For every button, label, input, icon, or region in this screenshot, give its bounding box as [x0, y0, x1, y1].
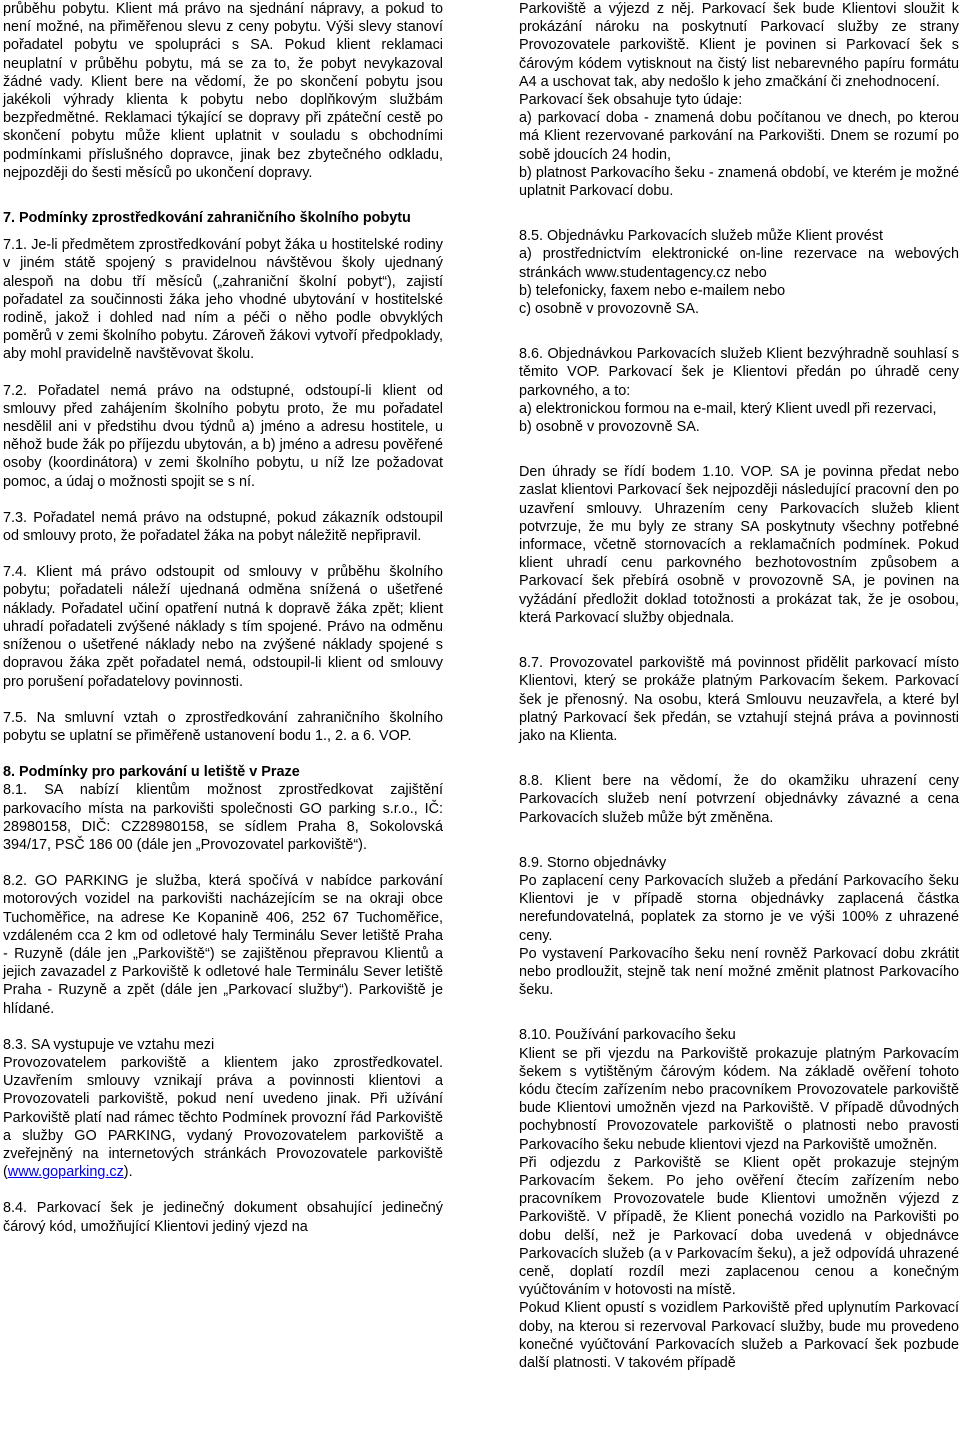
- paragraph-8-9-title: 8.9. Storno objednávky: [519, 854, 667, 871]
- paragraph-8-4-a: a) parkovací doba - znamená dobu počítanou ve dnech, po kterou má Klient rezervované parkování na Parkovišti. Dnem se rozumí po sobě jdoucích 24 hodin,: [519, 110, 959, 163]
- paragraph-7-4: 7.4. Klient má právo odstoupit od smlouvy v průběhu školního pobytu; pořadateli náleží ujednaná odměna snížená o ušetřené náklady. Pořadatel učiní opatření nutná k dopravě žáka zpět; klient uhradí pořadateli zvýšené náklady s tím spojené. Právo na odměnu sníženou o ušetřené náklady nebo na zvýšené náklady spojené s dopravou žáka zpět pořadatel nemá, odstoupil-li klient od smlouvy pro porušení pořadatelovy povinnosti.: [3, 564, 443, 690]
- paragraph-8-4-data: Parkovací šek obsahuje tyto údaje:: [519, 92, 743, 109]
- paragraph-8-10-b: Při odjezdu z Parkoviště se Klient opět prokazuje stejným Parkovacím šekem. Po jeho ověření čtecím zařízením nebo pracovníkem Provozovatele bude Klientovi umožněn výjezd z Parkoviště. V případě, že Klient ponechá vozidlo na Parkovišti po dobu delší, než je Parkovací doba uvedená v objednávce Parkovacích služeb (a v Parkovacím šeku), a jež odpovídá uhrazené ceně, doplatí rozdíl mezi zaplacenou cenou a konečným vyúčtováním v hotovosti na místě.: [519, 1154, 959, 1299]
- paragraph-8-10-c: Pokud Klient opustí s vozidlem Parkoviště před uplynutím Parkovací doby, na kterou si rezervoval Parkovací služby, bude mu provedeno konečné vyúčtování Parkovacích služeb a Parkovací šek pozbude další platnosti. V takovém případě: [519, 1300, 959, 1371]
- paragraph-7-2: 7.2. Pořadatel nemá právo na odstupné, odstoupí-li klient od smlouvy před zahájením školního pobytu proto, že mu pořadatel nesdělil ani v předstihu dvou týdnů a) jméno a adresu hostitele, u něhož bude žák po příjezdu ubytován, a b) jméno a adresu pověřené osoby (koordinátora) v zemi školního pobytu, u níž lze požadovat pomoc, a údaj o možnosti spojit se s ní.: [3, 382, 443, 490]
- paragraph-8-9-a: Po zaplacení ceny Parkovacích služeb a předání Parkovacího šeku Klientovi je v případě storna objednávky zaplacená částka nerefundovatelná, poplatek za storno je ve výši 100% z uhrazené ceny.: [519, 872, 959, 944]
- paragraph-8-5-c: c) osobně v provozovně SA.: [519, 301, 699, 318]
- goparking-link[interactable]: www.goparking.cz: [7, 1164, 124, 1181]
- paragraph-8-3-title: 8.3. SA vystupuje ve vztahu mezi: [3, 1036, 215, 1053]
- paragraph-7-3: 7.3. Pořadatel nemá právo na odstupné, pokud zákazník odstoupil od smlouvy proto, že pořadatel žáka na pobyt náležitě nepřipravil.: [3, 509, 443, 545]
- paragraph-8-6: 8.6. Objednávkou Parkovacích služeb Klient bezvýhradně souhlasí s těmito VOP. Parkovací šek je Klientovi předán po úhradě ceny parkovného, a to:: [519, 346, 959, 399]
- paragraph-8-5-b: b) telefonicky, faxem nebo e-mailem nebo: [519, 282, 786, 299]
- heading-section-8: 8. Podmínky pro parkování u letiště v Praze: [3, 764, 300, 781]
- paragraph-7-5: 7.5. Na smluvní vztah o zprostředkování zahraničního školního pobytu se uplatní se přiměřeně ustanovení bodu 1., 2. a 6. VOP.: [3, 709, 443, 744]
- paragraph-8-7: 8.7. Provozovatel parkoviště má povinnost přidělit parkovací místo Klientovi, který se prokáže platným Parkovacím šekem. Parkovací šek je přenosný. Na osobu, která Smlouvu neuzavřela, a které byl platný Parkovací šek předán, se vztahují stejná práva a povinnosti jako na Klienta.: [519, 655, 959, 744]
- paragraph-7-1: 7.1. Je-li předmětem zprostředkování pobyt žáka u hostitelské rodiny v jiném státě spojený s pravidelnou návštěvou školy ujednaný alespoň na dobu tří měsíců („zahraniční školní pobyt“), zajistí pořadatel za součinnosti žáka jeho vhodné ubytování v hostitelské rodině, jakož i dohled nad ním a péči o něho podle obvyklých poměrů v zemi školního pobytu. Zároveň žákovi vytvoří předpoklady, aby mohl pravidelně navštěvovat školu.: [3, 237, 443, 363]
- paragraph-8-9-b: Po vystavení Parkovacího šeku není rovněž Parkovací dobu zkrátit nebo prodloužit, stejně tak není možné změnit platnost Parkovacího šeku.: [519, 945, 959, 999]
- left-column: [3, 0, 443, 1236]
- right-column: [519, 0, 959, 1372]
- paragraph-8-5-a: a) prostřednictvím elektronické on-line rezervace na webových stránkách www.studentagency.cz nebo: [519, 246, 959, 281]
- heading-section-7: 7. Podmínky zprostředkování zahraničního školního pobytu: [3, 210, 411, 227]
- paragraph-8-10-a: Klient se při vjezdu na Parkoviště prokazuje platným Parkovacím šekem s vytištěným čárovým kódem. Na základě ověření tohoto kódu čtecím zařízením nebo pracovníkem Provozovatele parkoviště bude Klientovi umožněn vjezd na Parkoviště. V případě důvodných pochybností Provozovatele parkoviště o platnosti nebo pravosti Parkovacího šeku nebude klientovi vjezd na Parkoviště umožněn.: [519, 1045, 959, 1153]
- paragraph-8-3-end: ).: [123, 1164, 133, 1181]
- paragraph-8-8: 8.8. Klient bere na vědomí, že do okamžiku uhrazení ceny Parkovacích služeb není potvrzení objednávky závazné a cena Parkovacích služeb může být změněna.: [519, 773, 959, 826]
- paragraph-8-5: 8.5. Objednávku Parkovacích služeb může Klient provést: [519, 228, 883, 245]
- paragraph-8-4-b: b) platnost Parkovacího šeku - znamená období, ve kterém je možné uplatnit Parkovací dobu.: [519, 164, 959, 200]
- paragraph-8-3: [3, 1054, 443, 1181]
- paragraph-8-10-title: 8.10. Používání parkovacího šeku: [519, 1027, 736, 1044]
- paragraph-intro: průběhu pobytu. Klient má právo na sjednání nápravy, a pokud to není možné, na přiměřenou slevu z ceny pobytu. Výši slevy stanoví pořadatel pobytu ve spolupráci s SA. Pokud klient reklamaci neuplatní v průběhu pobytu, má se za to, že pobyt nevykazoval žádné vady. Klient bere na vědomí, že po skončení pobytu jsou jakékoli výhrady klienta k pobytu nebo doplňkovým službám bezpředmětné. Reklamaci týkající se dopravy při zpáteční cestě po skončení pobytu může klient uplatnit v souladu s obchodními podmínkami příslušného dopravce, jinak bez zbytečného odkladu, nejpozději do šesti měsíců po ukončení dopravy.: [3, 1, 443, 181]
- paragraph-8-1: 8.1. SA nabízí klientům možnost zprostředkovat zajištění parkovacího místa na parkovišti společnosti GO parking s.r.o., IČ: 28980158, DIČ: CZ28980158, se sídlem Praha 8, Sokolovská 394/17, PSČ 186 00 (dále jen „Provozovatel parkoviště“).: [3, 782, 443, 853]
- paragraph-8-2: 8.2. GO PARKING je služba, která spočívá v nabídce parkování motorových vozidel na parkovišti nacházejícím se na okraji obce Tuchoměřice, na adrese Ke Kopanině 406, 252 67 Tuchoměřice, vzdáleném cca 2 km od odletové haly Terminálu Sever letiště Praha - Ruzyně (dále jen „Parkoviště“) se zajištěnou přepravou Klientů a jejich zavazadel z Parkoviště k odletové hale Terminálu Sever letiště Praha - Ruzyně a zpět (dále jen „Parkovací služby“). Parkoviště je hlídané.: [3, 873, 443, 1017]
- paragraph-8-4-continued: Parkoviště a výjezd z něj. Parkovací šek bude Klientovi sloužit k prokázání nároku na poskytnutí Parkovací služby ze strany Provozovatele parkoviště. Klient je povinen si Parkovací šek s čárovým kódem vytisknout na čistý list nebarevného papíru formátu A4 a uschovat tak, aby nedošlo k jeho zmačkání či znehodnocení.: [519, 1, 959, 90]
- paragraph-8-6-a: a) elektronickou formou na e-mail, který Klient uvedl při rezervaci,: [519, 400, 937, 417]
- paragraph-8-6-b: b) osobně v provozovně SA.: [519, 419, 700, 436]
- paragraph-8-3-text: Provozovatelem parkoviště a klientem jako zprostředkovatel. Uzavřením smlouvy vznikají práva a povinnosti klientovi a Provozovateli parkoviště, pokud není uvedeno jinak. Při užívání Parkoviště platí nad rámec těchto Podmínek provozní řád Parkoviště a služby GO PARKING, vydaný Provozovatelem parkoviště a zveřejněný na internetových stránkách Provozovatele parkoviště (: [3, 1054, 443, 1181]
- paragraph-payment: Den úhrady se řídí bodem 1.10. VOP. SA je povinna předat nebo zaslat klientovi Parkovací šek nejpozději následující pracovní den po uzavření smlouvy. Uhrazením ceny Parkovacích služeb klient potvrzuje, že mu byly ze strany SA poskytnuty všechny potřebné informace, včetně stornovacích a reklamačních podmínek. Pokud klient uhradí cenu parkovného bezhotovostním způsobem a Parkovací šek přebírá osobně v provozovně SA, je povinen na vyžádání předložit doklad totožnosti a prokázat tak, že je osobou, která Parkovací služby objednala.: [519, 464, 959, 626]
- paragraph-8-4: 8.4. Parkovací šek je jedinečný dokument obsahující jedinečný čárový kód, umožňující Klientovi jediný vjezd na: [3, 1200, 443, 1235]
